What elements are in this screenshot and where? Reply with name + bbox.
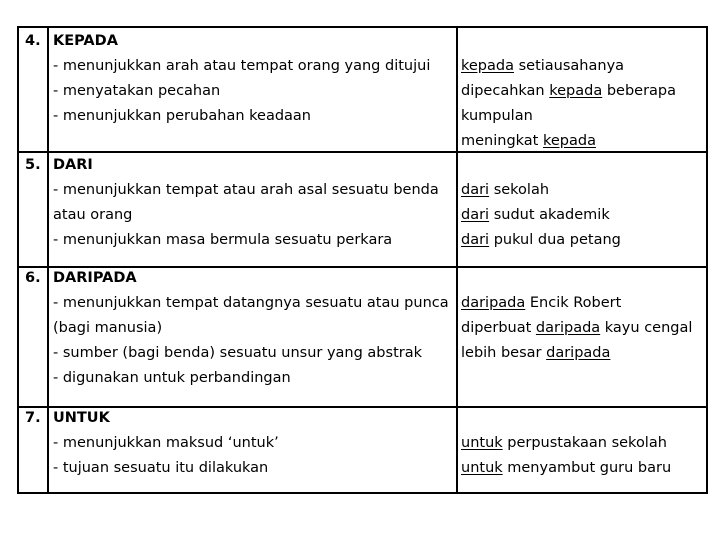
row-number: 5. [25, 157, 41, 173]
preposition-title: DARIPADA [53, 270, 137, 286]
example-text: dipecahkan [461, 83, 550, 99]
description-line: - menunjukkan tempat atau arah asal sesuatu benda [53, 182, 439, 198]
preposition-highlight: daripada [546, 345, 611, 361]
description-line: - menunjukkan perubahan keadaan [53, 108, 311, 124]
description-line: - sumber (bagi benda) sesuatu unsur yang abstrak [53, 345, 422, 361]
example-line [461, 129, 596, 154]
preposition-highlight: daripada [461, 295, 526, 311]
example-line [461, 431, 667, 456]
preposition-highlight: daripada [535, 320, 601, 336]
example-text: meningkat [461, 133, 543, 149]
example-text: lebih besar [461, 345, 547, 361]
example-text: kayu cengal [600, 320, 693, 336]
description-line: - menunjukkan maksud ‘untuk’ [53, 435, 279, 451]
row-number: 7. [25, 410, 41, 426]
example-text: sudut akademik [489, 207, 610, 223]
example-text: kumpulan [461, 108, 533, 124]
example-text: setiausahanya [513, 58, 625, 74]
column-divider-number [47, 28, 49, 492]
column-divider-example [456, 28, 458, 492]
example-text: Encik Robert [525, 295, 622, 311]
example-line [461, 54, 624, 79]
example-line [461, 104, 533, 129]
row-number: 6. [25, 270, 41, 286]
description-line: - menunjukkan arah atau tempat orang yang ditujui [53, 58, 431, 74]
example-line [461, 228, 621, 253]
row-divider [19, 406, 706, 408]
example-line [461, 178, 549, 203]
description-line: - menyatakan pecahan [53, 83, 221, 99]
preposition-highlight: dari [461, 232, 490, 248]
description-line: - tujuan sesuatu itu dilakukan [53, 460, 269, 476]
preposition-highlight: dari [461, 207, 490, 223]
preposition-title: DARI [53, 157, 93, 173]
row-number: 4. [25, 33, 41, 49]
description-line: - menunjukkan tempat datangnya sesuatu atau punca [53, 295, 449, 311]
description-line: (bagi manusia) [53, 320, 163, 336]
preposition-highlight: kepada [542, 133, 596, 149]
preposition-highlight: untuk [461, 460, 503, 476]
example-line [461, 291, 621, 316]
example-line [461, 203, 610, 228]
example-line [461, 316, 692, 341]
example-text: beberapa [602, 83, 677, 99]
row-divider [19, 151, 706, 153]
preposition-highlight: kepada [461, 58, 514, 74]
description-line: - menunjukkan masa bermula sesuatu perkara [53, 232, 393, 248]
preposition-highlight: dari [461, 182, 490, 198]
description-line: - digunakan untuk perbandingan [53, 370, 291, 386]
preposition-title: KEPADA [53, 33, 118, 49]
preposition-highlight: kepada [549, 83, 603, 99]
example-line [461, 79, 676, 104]
example-text: diperbuat [461, 320, 536, 336]
example-text: sekolah [489, 182, 550, 198]
example-text: pukul dua petang [489, 232, 621, 248]
description-line: atau orang [53, 207, 133, 223]
example-line [461, 341, 610, 366]
example-text: menyambut guru baru [502, 460, 672, 476]
example-line [461, 456, 671, 481]
preposition-title: UNTUK [53, 410, 110, 426]
preposition-highlight: untuk [461, 435, 503, 451]
example-text: perpustakaan sekolah [502, 435, 667, 451]
